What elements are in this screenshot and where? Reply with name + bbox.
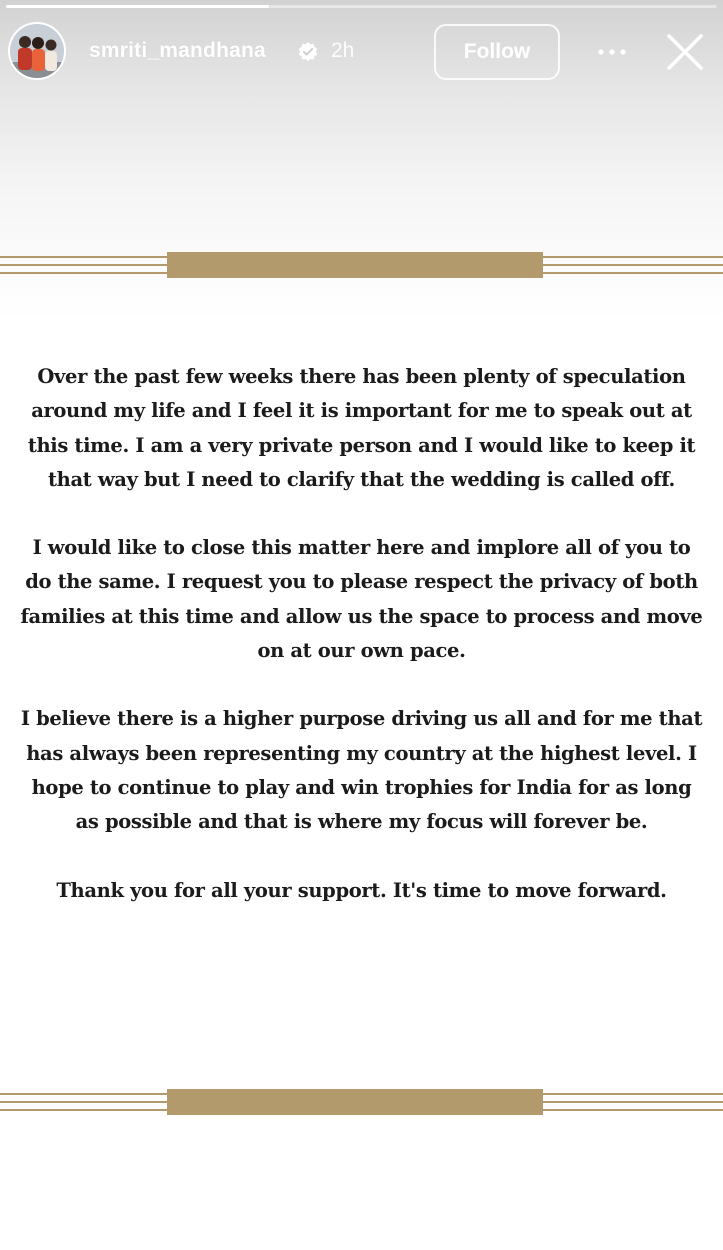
statement-paragraph: I believe there is a higher purpose driving us all and for me that has always been representing my country at the highest level. I hope to continue to play and win trophies for India for as long as possible and that is where my focus will forever be. xyxy=(20,707,703,834)
story-progress-fill xyxy=(6,5,269,8)
story-timestamp: 2h xyxy=(331,39,355,62)
story-header xyxy=(0,14,723,90)
statement-paragraph: Over the past few weeks there has been plenty of speculation around my life and I feel it is important for me to speak out at this time. I am a very private person and I would like to keep it that way but I need to clarify that the wedding is called off. xyxy=(27,365,696,491)
story-progress-bar xyxy=(6,5,717,8)
close-icon[interactable] xyxy=(664,31,706,73)
verified-badge-icon xyxy=(297,41,319,63)
profile-photo-icon xyxy=(10,24,64,78)
statement-paragraph: I would like to close this matter here and implore all of you to do the same. I request you to please respect the privacy of both families at this time and allow us the space to process and move on at our own pace. xyxy=(20,536,703,663)
follow-button[interactable]: Follow xyxy=(434,24,560,80)
more-dots-icon[interactable] xyxy=(594,38,630,66)
top-decorative-divider xyxy=(0,252,723,282)
avatar[interactable] xyxy=(8,22,66,80)
story-statement xyxy=(20,360,703,908)
statement-paragraph: Thank you for all your support. It's time to move forward. xyxy=(56,878,667,902)
bottom-decorative-divider xyxy=(0,1089,723,1119)
story-username[interactable]: smriti_mandhana xyxy=(89,39,266,62)
